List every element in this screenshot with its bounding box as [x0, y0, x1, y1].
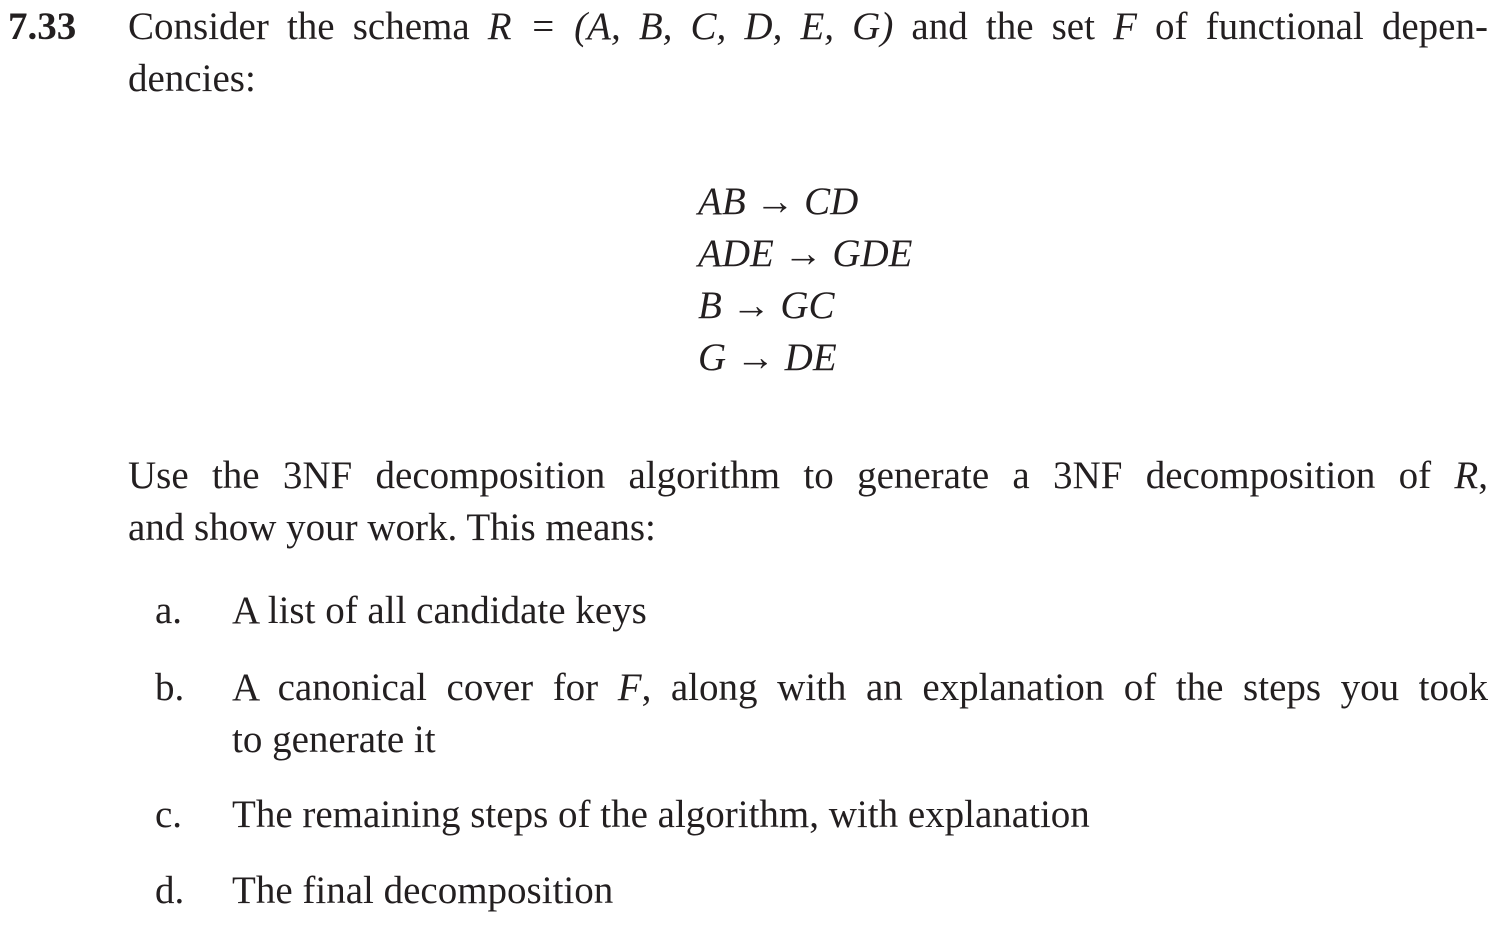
item-text-a: A list of all candidate keys: [232, 589, 647, 632]
intro-text-end: of functional depen-: [1136, 5, 1488, 48]
schema-symbol: R: [1454, 454, 1479, 497]
dependency-lhs: AB: [698, 180, 746, 223]
instructions-line-2: and show your work. This means:: [128, 506, 656, 549]
instructions-comma: ,: [1478, 454, 1488, 497]
intro-text-mid: and the set: [893, 5, 1114, 48]
item-marker-b: b.: [155, 666, 185, 709]
arrow-icon: →: [783, 232, 823, 275]
item-b-text-end: , along with an explanation of the steps you took: [641, 666, 1488, 709]
item-text-b-line-1: [232, 668, 1488, 707]
instructions-text: Use the 3NF decomposition algorithm to generate a 3NF decomposition of: [128, 454, 1455, 497]
dependency: [698, 234, 912, 273]
fd-set-symbol: F: [617, 666, 642, 709]
item-marker-a: a.: [155, 589, 183, 632]
arrow-icon: →: [731, 284, 771, 327]
dependency: [698, 182, 858, 221]
fd-set-symbol: F: [1113, 5, 1137, 48]
item-b-text: A canonical cover for: [232, 666, 618, 709]
dependency-lhs: ADE: [698, 232, 774, 275]
item-marker-c: c.: [155, 793, 183, 836]
arrow-icon: →: [755, 180, 795, 223]
exercise-number: 7.33: [8, 5, 77, 48]
intro-line-2: dencies:: [128, 57, 256, 100]
item-text-b-line-2: to generate it: [232, 718, 436, 761]
dependency-rhs: CD: [804, 180, 859, 223]
dependency-rhs: GDE: [832, 232, 913, 275]
item-text-d: The final decomposition: [232, 869, 614, 912]
item-marker-d: d.: [155, 869, 185, 912]
dependency-lhs: B: [698, 284, 722, 327]
schema-definition: R = (A, B, C, D, E, G): [487, 5, 894, 48]
dependency: [698, 286, 835, 325]
instructions-line-1: [128, 456, 1488, 495]
dependency-rhs: GC: [780, 284, 835, 327]
item-text-c: The remaining steps of the algorithm, with explanation: [232, 793, 1090, 836]
arrow-icon: →: [735, 336, 775, 379]
intro-text: Consider the schema: [128, 5, 488, 48]
intro-line-1: [128, 7, 1488, 46]
dependency-rhs: DE: [784, 336, 837, 379]
dependency-lhs: G: [698, 336, 727, 379]
dependency: [698, 338, 837, 377]
